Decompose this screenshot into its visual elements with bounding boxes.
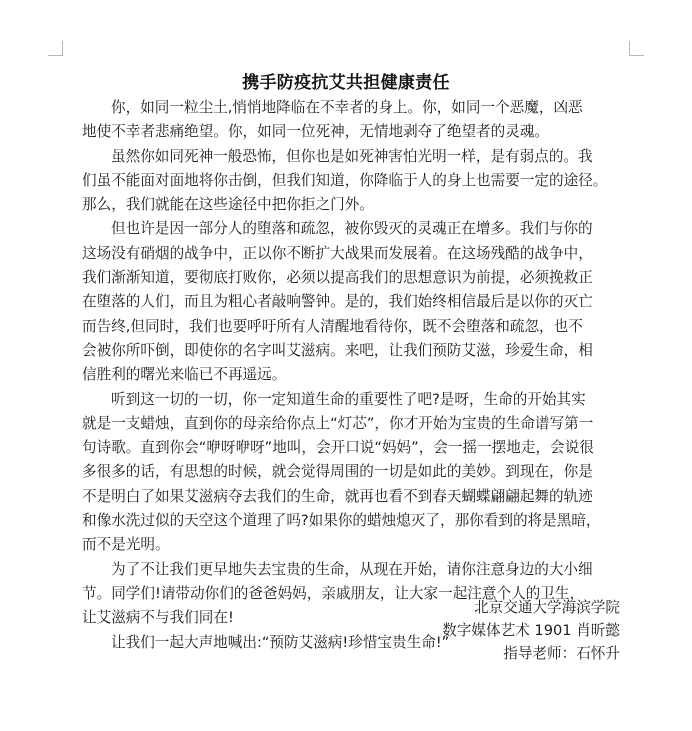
- body-text-line: 让我们一起大声地喊出:“预防艾滋病!珍惜宝贵生命!”: [111, 633, 450, 651]
- signature-advisor: 指导老师：石怀升: [503, 645, 620, 662]
- signature-block: [442, 596, 620, 665]
- signature-student: 数字媒体艺术 1901 肖昕懿: [442, 622, 620, 639]
- body-text-line: 不是明白了如果艾滋病夺去我们的生命，就再也看不到春天蝴蝶翩翩起舞的轨迹: [82, 487, 593, 505]
- body-text-line: 你，如同一粒尘土,悄悄地降临在不幸者的身上。你，如同一个恶魔，凶恶: [111, 99, 583, 116]
- body-text-line: 虽然你如同死神一般恐怖，但你也是如死神害怕光明一样，是有弱点的。我: [111, 147, 593, 165]
- body-text-line: 而告终,但同时，我们也要呼吁所有人清醒地看待你，既不会堕落和疏忽，也不: [82, 317, 583, 335]
- document-title: 携手防疫抗艾共担健康责任: [242, 73, 450, 93]
- body-text-line: 而不是光明。: [82, 536, 170, 554]
- body-text-line: 和像水洗过似的天空这个道理了吗?如果你的蜡烛熄灭了，那你看到的将是黑暗，: [82, 512, 601, 530]
- body-text-line: 地使不幸者悲痛绝望。你，如同一位死神，无情地剥夺了绝望者的灵魂。: [82, 123, 550, 141]
- signature-school: 北京交通大学海滨学院: [474, 599, 620, 616]
- margin-corner-mark-top-left: [48, 41, 63, 56]
- body-text-line: 让艾滋病不与我们同在!: [82, 609, 234, 627]
- body-text-line: 那么，我们就能在这些途径中把你拒之门外。: [82, 196, 374, 214]
- body-text-line: 就是一支蜡烛，直到你的母亲给你点上“灯芯”，你才开始为宝贵的生命谱写第一: [82, 414, 594, 432]
- body-text-line: 节。同学们!请带动你们的爸爸妈妈，亲戚朋友，让大家一起注意个人的卫生，: [82, 584, 585, 602]
- body-text-line: 为了不让我们更早地失去宝贵的生命，从现在开始，请你注意身边的大小细: [111, 560, 593, 578]
- body-text-line: 但也许是因一部分人的堕落和疏忽，被你毁灭的灵魂正在增多。我们与你的: [111, 220, 593, 238]
- body-text-line: 会被你所吓倒，即使你的名字叫艾滋病。来吧，让我们预防艾滋，珍爱生命，相: [82, 341, 593, 359]
- body-text-line: 们虽不能面对面地将你击倒，但我们知道，你降临于人的身上也需要一定的途径。: [82, 171, 608, 189]
- body-text-line: 这场没有硝烟的战争中，正以你不断扩大战果而发展着。在这场残酷的战争中，: [82, 244, 593, 262]
- document-body: [82, 96, 622, 655]
- body-text-line: 听到这一切的一切，你一定知道生命的重要性了吧?是呀，生命的开始其实: [111, 390, 586, 408]
- body-text-line: 句诗歌。直到你会“咿呀咿呀”地叫，会开口说“妈妈”，会一摇一摆地走，会说很: [82, 439, 594, 457]
- margin-corner-mark-top-right: [629, 41, 644, 56]
- body-text-line: 在堕落的人们，而且为粗心者敲响警钟。是的，我们始终相信最后是以你的灭亡: [82, 293, 593, 311]
- body-text-line: 多很多的话，有思想的时候，就会觉得周围的一切是如此的美妙。到现在，你是: [82, 463, 593, 481]
- body-text-line: 信胜利的曙光来临已不再遥远。: [82, 366, 287, 384]
- body-text-line: 我们渐渐知道，要彻底打败你，必须以提高我们的思想意识为前提，必须挽救正: [82, 269, 593, 287]
